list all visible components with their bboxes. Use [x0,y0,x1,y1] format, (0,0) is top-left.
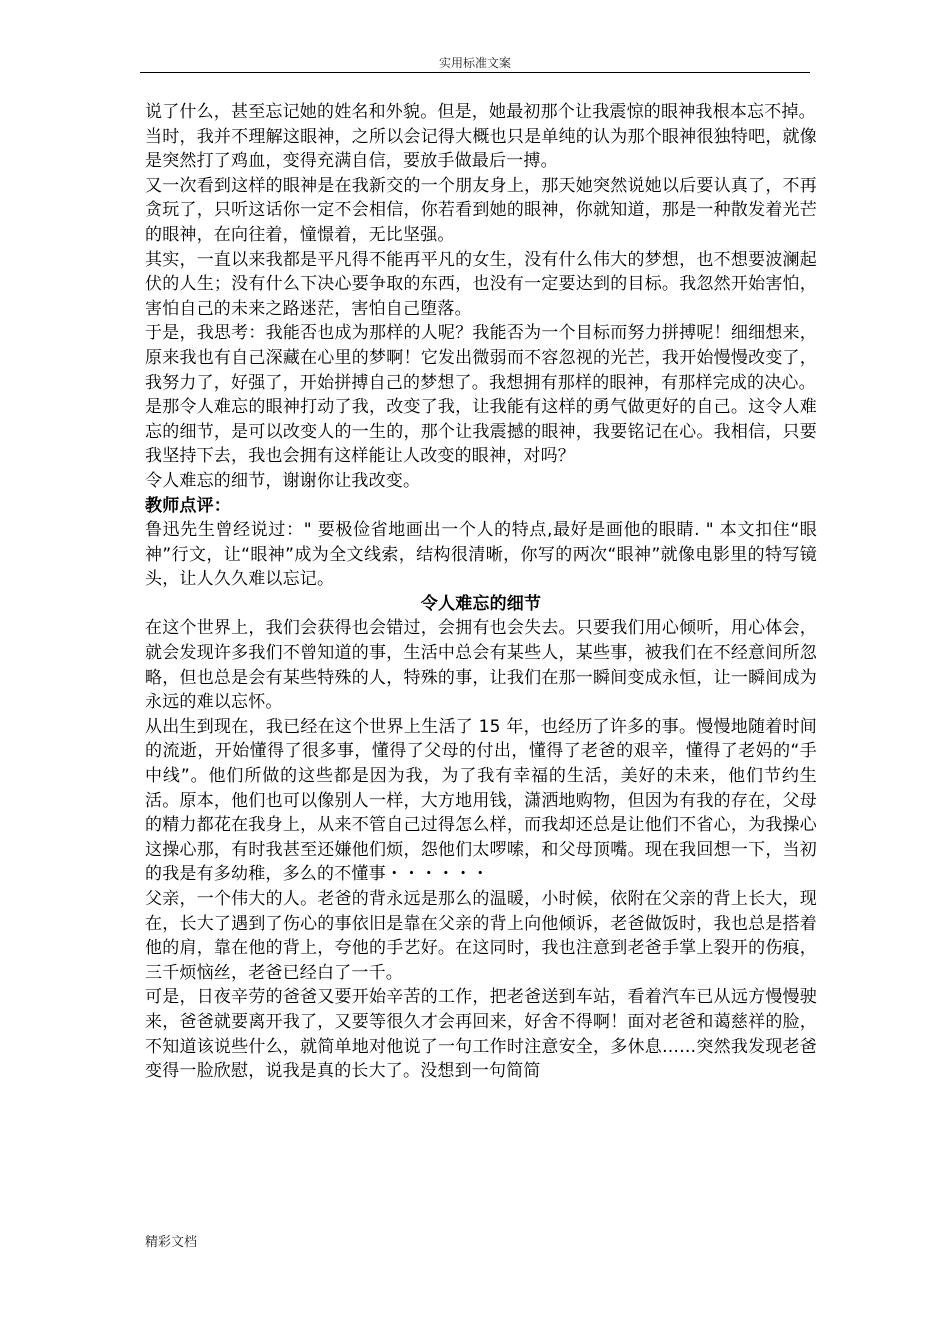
paragraph: 又一次看到这样的眼神是在我新交的一个朋友身上，那天她突然说她以后要认真了，不再贪玩了，只听这话你一定不会相信，你若看到她的眼神，你就知道，那是一种散发着光芒的眼神，在向往着，憧憬着，无比坚强。 [145,175,817,245]
paragraph: 在这个世界上，我们会获得也会错过，会拥有也会失去。只要我们用心倾听，用心体会，就会发现许多我们不曾知道的事，生活中总会有某些人，某些事，被我们在不经意间所忽略，但也总是会有某些特殊的人，特殊的事，让我们在那一瞬间变成永恒，让一瞬间成为永远的难以忘怀。 [145,618,817,713]
paragraph: 是那令人难忘的眼神打动了我，改变了我，让我能有这样的勇气做更好的自己。这令人难忘的细节，是可以改变人的一生的，那个让我震撼的眼神，我要铭记在心。我相信，只要我坚持下去，我也会拥有这样能让人改变的眼神，对吗？ [145,397,817,467]
paragraph: 可是，日夜辛劳的爸爸又要开始辛苦的工作，把老爸送到车站，看着汽车已从远方慢慢驶来，爸爸就要离开我了，又要等很久才会再回来，好舍不得啊！面对老爸和蔼慈祥的脸，不知道该说些什么，就简单地对他说了一句工作时注意安全，多休息……突然我发现老爸变得一脸欣慰，说我是真的长大了。没想到一句简简 [145,987,817,1082]
paragraph: 令人难忘的细节，谢谢你让我改变。 [145,470,421,491]
paragraph: 从出生到现在，我已经在这个世界上生活了 15 年，也经历了许多的事。慢慢地随着时间的流逝，开始懂得了很多事，懂得了父母的付出，懂得了老爸的艰辛，懂得了老妈的“手中线”。他们所做的这些都是因为我，为了我有幸福的生活，美好的未来，他们节约生活。原本，他们也可以像别人一样，大方地用钱，潇洒地购物，但因为有我的存在，父母的精力都花在我身上，从来不管自己过得怎么样，而我却还总是让他们不省心，为我操心这操心那，有时我甚至还嫌他们烦，怨他们太啰嗦，和父母顶嘴。现在我回想一下，当初的我是有多幼稚，多么的不懂事・・・・・・ [145,716,817,885]
header-divider [140,72,810,73]
teacher-comment: 鲁迅先生曾经说过：" 要极俭省地画出一个人的特点,最好是画他的眼睛. " 本文扣住“眼神”行文，让“眼神”成为全文线索，结构很清晰，你写的两次“眼神”就像电影里的特写镜头，让人久久难以忘记。 [145,520,817,590]
page-footer: 精彩文档 [145,1235,198,1250]
paragraph: 当时，我并不理解这眼神，之所以会记得大概也只是单纯的认为那个眼神很独特吧，就像是突然打了鸡血，变得充满自信，要放手做最后一搏。 [145,126,817,172]
paragraph: 其实，一直以来我都是平凡得不能再平凡的女生，没有什么伟大的梦想，也不想要波澜起伏的人生；没有什么下决心要争取的东西，也没有一定要达到的目标。我忽然开始害怕，害怕自己的未来之路迷茫，害怕自己堕落。 [145,249,817,319]
essay-title: 令人难忘的细节 [420,593,542,614]
document-body [145,100,817,1084]
paragraph: 父亲，一个伟大的人。老爸的背永远是那么的温暖，小时候，依附在父亲的背上长大，现在，长大了遇到了伤心的事依旧是靠在父亲的背上向他倾诉，老爸做饭时，我也总是搭着他的肩，靠在他的背上，夸他的手艺好。在这同时，我也注意到老爸手掌上裂开的伤痕，三千烦恼丝，老爸已经白了一千。 [145,889,817,983]
teacher-comment-label: 教师点评： [145,495,231,516]
paragraph: 于是，我思考：我能否也成为那样的人呢？我能否为一个目标而努力拼搏呢！细细想来，原来我也有自己深藏在心里的梦啊！它发出微弱而不容忽视的光芒，我开始慢慢改变了，我努力了，好强了，开始拼搏自己的梦想了。我想拥有那样的眼神，有那样完成的决心。 [145,323,817,393]
page-header: 实用标准文案 [438,56,511,70]
paragraph: 说了什么，甚至忘记她的姓名和外貌。但是，她最初那个让我震惊的眼神我根本忘不掉。 [145,102,816,122]
